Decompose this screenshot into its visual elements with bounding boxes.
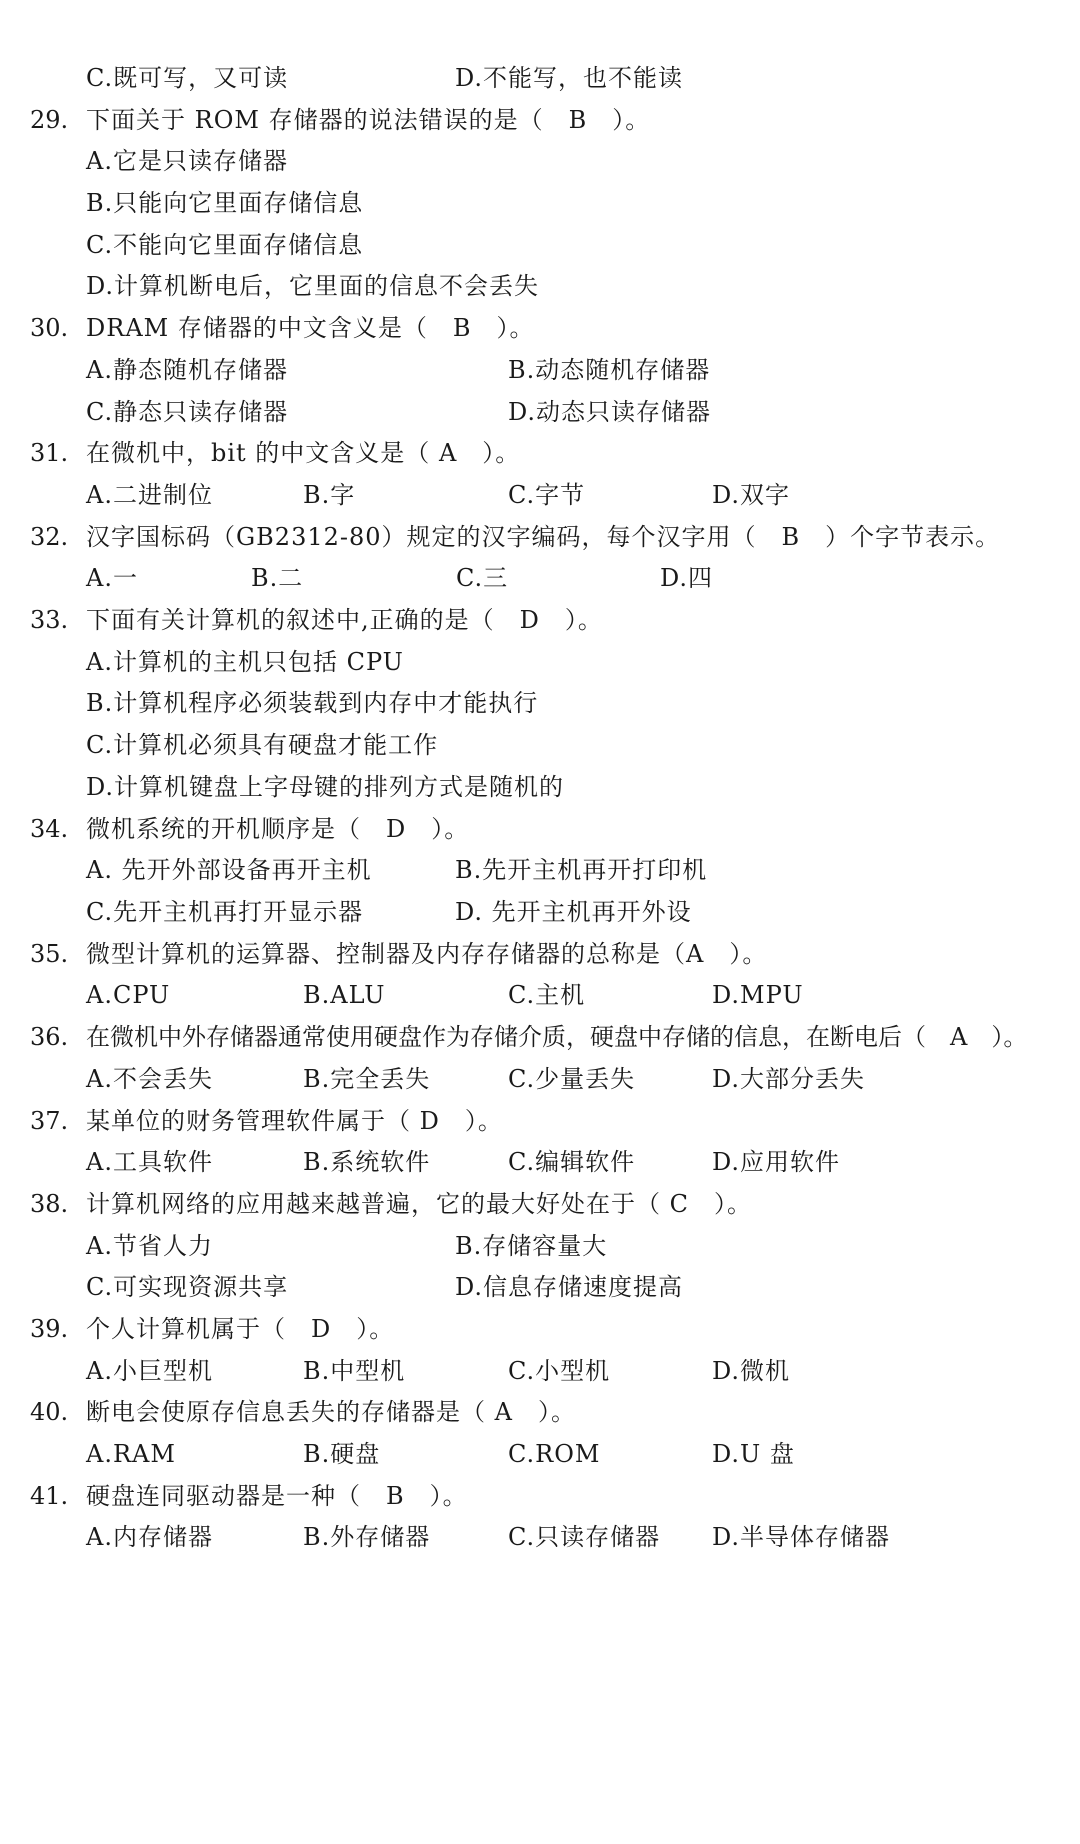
option-a: A.节省人力 (86, 1232, 213, 1260)
option-a: A.计算机的主机只包括 CPU (86, 648, 404, 676)
question-text: 某单位的财务管理软件属于（ D ）。 (86, 1107, 503, 1135)
question-32 (0, 517, 1080, 557)
question-text: 个人计算机属于（ D ）。 (86, 1315, 395, 1343)
option-b: B.外存储器 (303, 1523, 431, 1551)
question-number: 39. (30, 1315, 69, 1343)
q39-options-row (0, 1351, 1080, 1391)
option-b: B.系统软件 (303, 1148, 431, 1176)
q35-options-row (0, 975, 1080, 1015)
question-number: 30. (30, 314, 69, 342)
question-text: 硬盘连同驱动器是一种（ B ）。 (86, 1482, 468, 1510)
option-a: A.静态随机存储器 (86, 356, 288, 384)
question-34 (0, 809, 1080, 849)
option-c: C.可实现资源共享 (86, 1273, 289, 1301)
question-41 (0, 1476, 1080, 1516)
option-a: A.小巨型机 (86, 1357, 213, 1385)
option-a: A.它是只读存储器 (86, 147, 288, 175)
q33-option-a-row (0, 642, 1080, 682)
q32-options-row (0, 558, 1080, 598)
q30-options-row-1 (0, 350, 1080, 390)
option-c: C.主机 (508, 981, 586, 1009)
option-b: B.完全丢失 (303, 1065, 431, 1093)
option-a: A.CPU (86, 981, 171, 1009)
option-d: D.四 (660, 564, 714, 592)
option-b: B.只能向它里面存储信息 (86, 189, 364, 217)
option-c: C.编辑软件 (508, 1148, 636, 1176)
option-c: C.只读存储器 (508, 1523, 661, 1551)
q40-options-row (0, 1434, 1080, 1474)
q34-options-row-2 (0, 892, 1080, 932)
option-c: C.ROM (508, 1440, 601, 1468)
question-text: 下面有关计算机的叙述中,正确的是（ D ）。 (86, 606, 603, 634)
question-text: 在微机中外存储器通常使用硬盘作为存储介质，硬盘中存储的信息，在断电后（ A ）。 (86, 1023, 1028, 1051)
q29-option-a-row (0, 141, 1080, 181)
option-b: B.中型机 (303, 1357, 406, 1385)
question-number: 36. (30, 1023, 69, 1051)
q37-options-row (0, 1142, 1080, 1182)
question-30 (0, 308, 1080, 348)
question-number: 40. (30, 1398, 69, 1426)
question-text: 在微机中，bit 的中文含义是（ A ）。 (86, 439, 521, 467)
question-text: 计算机网络的应用越来越普遍，它的最大好处在于（ C ）。 (86, 1190, 752, 1218)
question-text: 微型计算机的运算器、控制器及内存存储器的总称是（A ）。 (86, 940, 768, 968)
question-text: 汉字国标码（GB2312-80）规定的汉字编码，每个汉字用（ B ）个字节表示。 (86, 523, 1001, 551)
question-31 (0, 433, 1080, 473)
option-d: D.大部分丢失 (712, 1065, 866, 1093)
q29-option-c-row (0, 225, 1080, 265)
option-d: D.计算机断电后，它里面的信息不会丢失 (86, 272, 540, 300)
option-a: A.内存储器 (86, 1523, 213, 1551)
q36-options-row (0, 1059, 1080, 1099)
q41-options-row (0, 1517, 1080, 1557)
q34-options-row-1 (0, 850, 1080, 890)
option-b: B.计算机程序必须装载到内存中才能执行 (86, 689, 539, 717)
q29-option-b-row (0, 183, 1080, 223)
option-c: C.少量丢失 (508, 1065, 636, 1093)
q31-options-row (0, 475, 1080, 515)
question-text: DRAM 存储器的中文含义是（ B ）。 (86, 314, 535, 342)
option-a: A.二进制位 (86, 481, 213, 509)
option-d: D.双字 (712, 481, 791, 509)
question-number: 41. (30, 1482, 69, 1510)
option-a: A.不会丢失 (86, 1065, 213, 1093)
option-d: D.计算机键盘上字母键的排列方式是随机的 (86, 773, 565, 801)
option-c: C.先开主机再打开显示器 (86, 898, 364, 926)
option-b: B.ALU (303, 981, 386, 1009)
option-c: C.不能向它里面存储信息 (86, 231, 364, 259)
q33-option-d-row (0, 767, 1080, 807)
option-b: B.字 (303, 481, 356, 509)
question-number: 35. (30, 940, 69, 968)
question-number: 33. (30, 606, 69, 634)
q28-options-row (0, 58, 1080, 98)
option-b: B.硬盘 (303, 1440, 381, 1468)
option-a: A.一 (86, 564, 138, 592)
question-33 (0, 600, 1080, 640)
question-text: 断电会使原存信息丢失的存储器是（ A ）。 (86, 1398, 576, 1426)
option-d: D. 先开主机再开外设 (455, 898, 692, 926)
option-c: C.小型机 (508, 1357, 611, 1385)
option-d: D.不能写，也不能读 (455, 64, 684, 92)
option-c: C.静态只读存储器 (86, 398, 289, 426)
option-d: D.动态只读存储器 (508, 398, 712, 426)
option-d: D.微机 (712, 1357, 791, 1385)
q33-option-b-row (0, 683, 1080, 723)
question-40 (0, 1392, 1080, 1432)
option-d: D.U 盘 (712, 1440, 795, 1468)
question-35 (0, 934, 1080, 974)
option-b: B.先开主机再开打印机 (455, 856, 708, 884)
q29-option-d-row (0, 266, 1080, 306)
question-text: 微机系统的开机顺序是（ D ）。 (86, 815, 470, 843)
question-number: 34. (30, 815, 69, 843)
option-c: C.既可写，又可读 (86, 64, 289, 92)
question-37 (0, 1101, 1080, 1141)
question-number: 38. (30, 1190, 69, 1218)
option-c: C.三 (456, 564, 509, 592)
question-38 (0, 1184, 1080, 1224)
option-b: B.存储容量大 (455, 1232, 608, 1260)
q38-options-row-2 (0, 1267, 1080, 1307)
option-d: D.应用软件 (712, 1148, 841, 1176)
option-c: C.字节 (508, 481, 586, 509)
question-text: 下面关于 ROM 存储器的说法错误的是（ B ）。 (86, 106, 651, 134)
option-d: D.信息存储速度提高 (455, 1273, 684, 1301)
q33-option-c-row (0, 725, 1080, 765)
option-a: A.工具软件 (86, 1148, 213, 1176)
question-number: 31. (30, 439, 69, 467)
option-d: D.半导体存储器 (712, 1523, 891, 1551)
question-39 (0, 1309, 1080, 1349)
question-number: 37. (30, 1107, 69, 1135)
option-a: A. 先开外部设备再开主机 (86, 856, 372, 884)
question-36 (0, 1017, 1080, 1057)
question-29 (0, 100, 1080, 140)
option-a: A.RAM (86, 1440, 176, 1468)
option-b: B.二 (251, 564, 304, 592)
option-b: B.动态随机存储器 (508, 356, 711, 384)
question-number: 29. (30, 106, 69, 134)
option-c: C.计算机必须具有硬盘才能工作 (86, 731, 439, 759)
option-d: D.MPU (712, 981, 804, 1009)
question-number: 32. (30, 523, 69, 551)
q30-options-row-2 (0, 392, 1080, 432)
q38-options-row-1 (0, 1226, 1080, 1266)
